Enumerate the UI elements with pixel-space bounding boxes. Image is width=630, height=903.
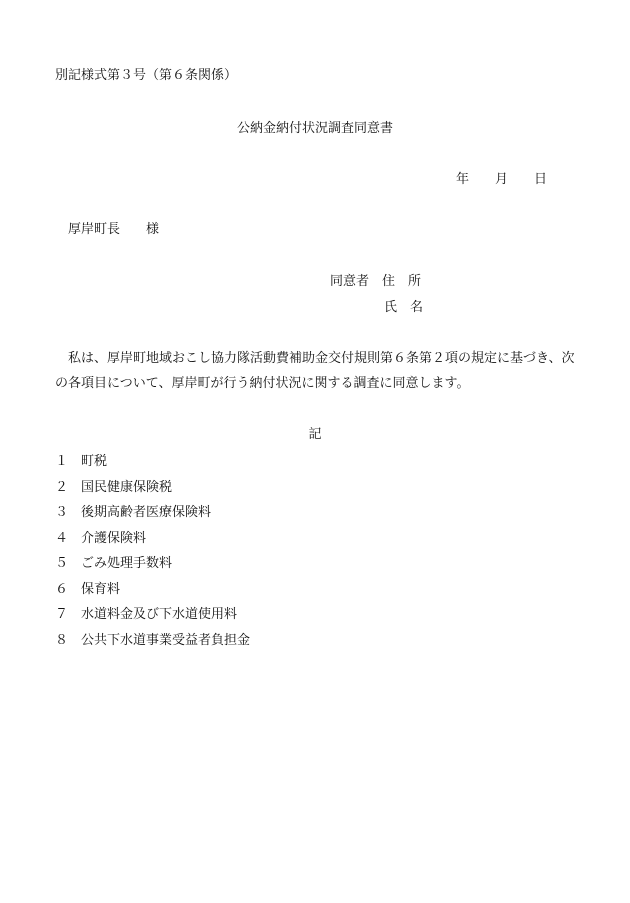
day-label: 日 [534, 172, 548, 187]
item-label: 水道料金及び下水道使用料 [81, 607, 238, 622]
month-label: 月 [495, 172, 509, 187]
item-label: ごみ処理手数料 [81, 556, 173, 571]
item-number: ２ [55, 479, 69, 495]
list-item [55, 526, 250, 552]
body-paragraph: 私は、厚岸町地域おこし協力隊活動費補助金交付規則第６条第２項の規定に基づき、次の各項目について、厚岸町が行う納付状況に関する調査に同意します。 [55, 351, 575, 391]
item-label: 後期高齢者医療保険料 [81, 505, 212, 520]
list-item [55, 500, 250, 526]
item-label: 公共下水道事業受益者負担金 [81, 632, 251, 648]
list-item [55, 449, 250, 475]
item-number: ７ [55, 607, 69, 622]
date-line [456, 170, 547, 190]
list-item [55, 475, 250, 501]
body-text [55, 346, 575, 396]
form-number: 別記様式第３号（第６条関係） [55, 68, 238, 83]
addressee-name: 厚岸町長 [68, 222, 121, 237]
list-item [55, 577, 250, 603]
note-heading: 記 [308, 427, 322, 442]
item-label: 保育料 [81, 581, 121, 597]
list-item [55, 602, 250, 628]
item-number: １ [55, 454, 69, 469]
consenter-label: 同意者 [330, 274, 370, 289]
item-list [55, 449, 250, 653]
item-number: ６ [55, 581, 69, 597]
item-number: ８ [55, 632, 69, 648]
item-label: 介護保険料 [81, 530, 147, 546]
item-number: ５ [55, 556, 69, 571]
name-label: 氏 名 [384, 300, 424, 315]
item-label: 町税 [81, 454, 108, 469]
address-label: 住 所 [382, 274, 422, 289]
consenter-address-line [330, 272, 421, 292]
consenter-name-line [384, 298, 423, 318]
item-label: 国民健康保険税 [81, 479, 173, 495]
document-title: 公納金納付状況調査同意書 [236, 121, 393, 136]
item-number: ４ [55, 530, 69, 546]
year-label: 年 [456, 172, 470, 187]
list-item [55, 628, 250, 654]
item-number: ３ [55, 505, 69, 520]
list-item [55, 551, 250, 577]
addressee-honorific: 様 [146, 222, 160, 237]
addressee [68, 220, 159, 240]
